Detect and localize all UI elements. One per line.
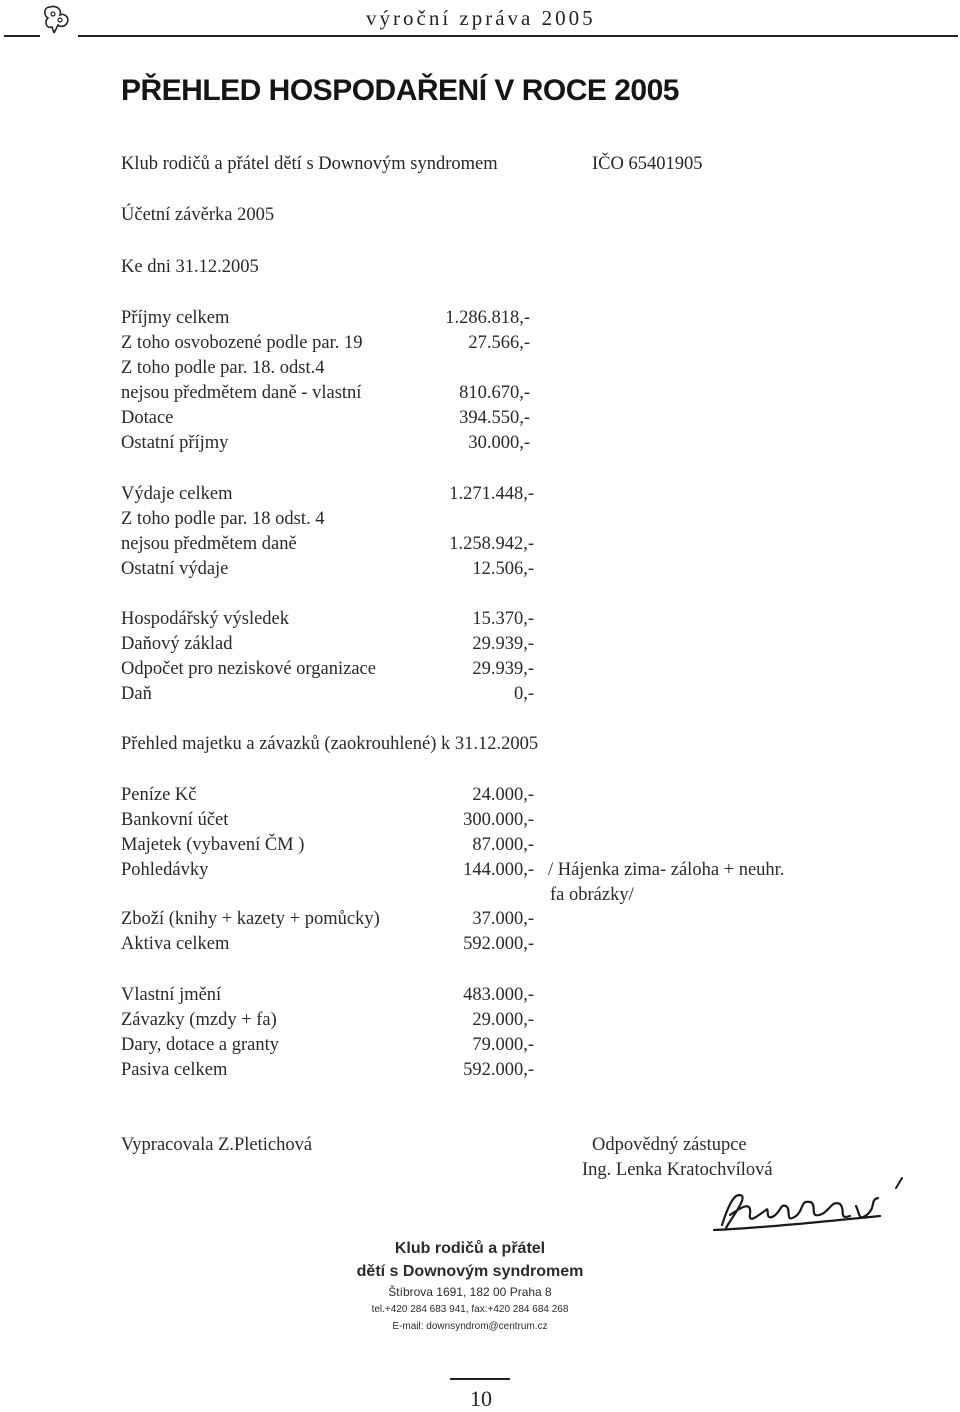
- income-value: 27.566,-: [468, 333, 530, 353]
- income-value: 30.000,-: [468, 433, 530, 453]
- representative-name: Ing. Lenka Kratochvílová: [582, 1160, 773, 1180]
- income-value: 1.286.818,-: [445, 308, 530, 328]
- prepared-by: Vypracovala Z.Pletichová: [121, 1135, 313, 1155]
- report-subtitle: Účetní závěrka 2005: [121, 205, 275, 225]
- result-label: Daňový základ: [121, 634, 233, 654]
- result-label: Odpočet pro neziskové organizace: [121, 659, 376, 679]
- asset-label: Majetek (vybavení ČM ): [121, 835, 305, 855]
- asset-label: Bankovní účet: [121, 810, 229, 830]
- asset-value: 87.000,-: [472, 835, 534, 855]
- asset-label: Pohledávky: [121, 860, 209, 880]
- stamp-line: Štíbrova 1691, 182 00 Praha 8: [388, 1285, 552, 1299]
- expense-label: Výdaje celkem: [121, 484, 233, 504]
- asset-value: 300.000,-: [463, 810, 534, 830]
- asset-value: 144.000,-: [463, 860, 534, 880]
- income-label: Ostatní příjmy: [121, 433, 229, 453]
- expense-label: Z toho podle par. 18 odst. 4: [121, 509, 325, 529]
- expense-label: Ostatní výdaje: [121, 559, 229, 579]
- club-logo-icon: [40, 3, 74, 35]
- expense-value: 1.271.448,-: [449, 484, 534, 504]
- report-title: PŘEHLED HOSPODAŘENÍ V ROCE 2005: [121, 74, 679, 107]
- asset-label: Aktiva celkem: [121, 934, 230, 954]
- income-label: Dotace: [121, 408, 174, 428]
- stamp-line: Klub rodičů a přátel: [394, 1240, 546, 1257]
- report-date: Ke dni 31.12.2005: [121, 257, 259, 277]
- liability-label: Pasiva celkem: [121, 1060, 228, 1080]
- liability-value: 29.000,-: [472, 1010, 534, 1030]
- organization-name: Klub rodičů a přátel dětí s Downovým syndromem: [121, 154, 498, 174]
- liability-value: 79.000,-: [472, 1035, 534, 1055]
- result-value: 15.370,-: [472, 609, 534, 629]
- running-header-title: výroční zpráva 2005: [366, 6, 596, 30]
- signature: [700, 1170, 915, 1240]
- asset-value: 37.000,-: [472, 909, 534, 929]
- expense-value: 12.506,-: [472, 559, 534, 579]
- representative-title: Odpovědný zástupce: [592, 1135, 747, 1155]
- income-value: 394.550,-: [459, 408, 530, 428]
- result-label: Hospodářský výsledek: [121, 609, 290, 629]
- income-label: Příjmy celkem: [121, 308, 230, 328]
- result-value: 29.939,-: [472, 634, 534, 654]
- liability-value: 592.000,-: [463, 1060, 534, 1080]
- expense-label: nejsou předmětem daně: [121, 534, 297, 554]
- income-label: nejsou předmětem daně - vlastní: [121, 383, 362, 403]
- income-label: Z toho osvobozené podle par. 19: [121, 333, 363, 353]
- income-label: Z toho podle par. 18. odst.4: [121, 358, 325, 378]
- liability-label: Vlastní jmění: [121, 985, 222, 1005]
- liability-label: Dary, dotace a granty: [121, 1035, 280, 1055]
- stamp-line: E-mail: downsyndrom@centrum.cz: [392, 1321, 548, 1332]
- stamp-line: tel.+420 284 683 941, fax:+420 284 684 268: [371, 1304, 569, 1315]
- stamp-line: dětí s Downovým syndromem: [356, 1263, 584, 1280]
- header-rule-left: [4, 35, 40, 37]
- page-number: 10: [470, 1386, 492, 1411]
- liability-label: Závazky (mzdy + fa): [121, 1010, 277, 1030]
- income-value: 810.670,-: [459, 383, 530, 403]
- asset-label: Peníze Kč: [121, 785, 197, 805]
- receivables-note: / Hájenka zima- záloha + neuhr.: [548, 860, 785, 880]
- organization-ico: IČO 65401905: [592, 154, 703, 174]
- expense-value: 1.258.942,-: [449, 534, 534, 554]
- header-rule-right: [78, 35, 958, 37]
- liability-value: 483.000,-: [463, 985, 534, 1005]
- asset-value: 24.000,-: [472, 785, 534, 805]
- result-value: 29.939,-: [472, 659, 534, 679]
- assets-heading: Přehled majetku a závazků (zaokrouhlené) k 31.12.2005: [121, 734, 539, 754]
- result-value: 0,-: [513, 684, 534, 704]
- receivables-note: fa obrázky/: [550, 885, 634, 905]
- asset-label: Zboží (knihy + kazety + pomůcky): [121, 909, 380, 929]
- result-label: Daň: [121, 684, 152, 704]
- asset-value: 592.000,-: [463, 934, 534, 954]
- footer-rule: [450, 1378, 510, 1380]
